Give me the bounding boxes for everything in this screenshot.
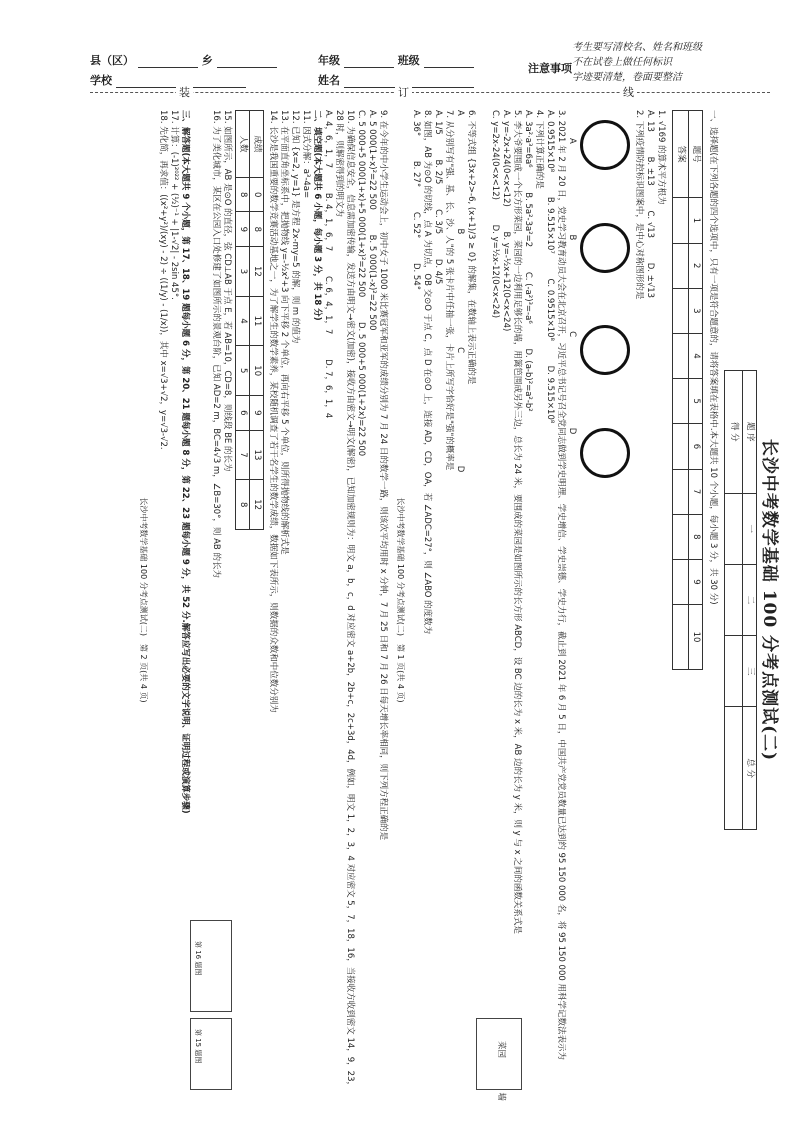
option: A — [567, 138, 577, 144]
data-cell: 3 — [236, 247, 250, 297]
page-one-footer: 长沙中考数学基础 100 分考点测试(二) 第 1 页(共 4 页) — [396, 497, 405, 703]
option: B. 5a²-3a²=2 — [523, 192, 533, 248]
answer-number: 3 — [689, 288, 703, 333]
score-table — [724, 370, 757, 830]
score-head: 二 — [743, 564, 757, 635]
name-text: 姓名 — [318, 74, 340, 87]
wall-label: 墙 — [496, 1092, 506, 1101]
option: B. ±13 — [645, 156, 655, 186]
bind-char: 装 — [176, 84, 193, 100]
notice-line: 字迹要清楚，卷面要整洁 — [572, 72, 682, 83]
option: D. 54° — [411, 262, 421, 290]
figure-16-label: 第 16 题图 — [194, 941, 202, 976]
question-8-options — [410, 110, 421, 1090]
section-one-instructions: 一、选择题(在下列各题的四个选项中，只有一项是符合题意的，请将答案填在表格中.本大题共 10 个小题，每小题 3 分，共 30 分) — [708, 110, 718, 605]
data-cell: 人数 — [236, 111, 250, 178]
grade-text: 年级 — [318, 54, 340, 67]
option: B — [455, 228, 465, 235]
score-head: 三 — [743, 636, 757, 707]
notice-line: 考生要写清校名、姓名和班级 — [572, 42, 702, 53]
option: A. 0.9515×10⁸ — [545, 110, 555, 173]
score-head: 题 序 — [743, 371, 757, 494]
question-4-options — [522, 110, 533, 1090]
section-two-instructions: 二、填空题(本大题共 6 小题，每小题 3 分，共 18 分) — [312, 110, 322, 321]
answer-number: 10 — [689, 605, 703, 670]
score-cell[interactable] — [725, 707, 743, 830]
page-two — [14, 100, 394, 1100]
answer-cell[interactable] — [673, 198, 689, 243]
option: C. 6，4，1，7 — [323, 275, 333, 335]
question-2-options — [566, 110, 577, 1090]
answer-cell[interactable] — [673, 469, 689, 514]
page-two-footer: 长沙中考数学基础 100 分考点测试(二) 第 2 页(共 4 页) — [139, 497, 148, 703]
question-9: 9. 在今年的中小学生运动会上，初中女子 1000 米比赛冠军和亚军的成绩分别为 7 月 24 日的数学一路，则该次平均用时 x 分钟，7 月 25 日和 7 月 26 日每天增长率相同，则下列方程正确的是 — [378, 110, 388, 841]
question-11: 11. 因式分解：a³-4a= — [301, 110, 311, 199]
data-cell: 9 — [236, 212, 250, 247]
data-cell: 8 — [236, 480, 250, 530]
question-10: 10. 为确保信息安全，信息需加密传输，发送方由明文→密文(加密)，接收方由密文→明文(解密)，已知加密规则为：明文 a，b，c，d 对应密文 a+2b，2b+c，2c+3d，4d，例如，明文 1，2，3，4 对应密文 5，7，18，16，当接收方收到密文 14，9，23，28 时，则解密得到的明文为 — [334, 110, 355, 1090]
option: C. y=2x-24(0<x<12) — [490, 110, 500, 200]
question-14: 14. 长沙是我国重要的数学竞赛活动基地之一，为了解学生的数学素养，某校随机调查了若干名学生的数学成绩，数据如下表所示，则数据的众数和中位数分别为 — [268, 110, 278, 713]
data-cell: 6 — [236, 396, 250, 431]
option: B. y=-½x+12(0<x<24) — [501, 231, 511, 332]
option: A — [455, 110, 465, 116]
option: D. (a-b)²=a²-b² — [523, 348, 533, 412]
answer-number: 4 — [689, 333, 703, 378]
question-6: 6. 不等式组 {3x+2>-6, (x+1)/3 ≥ 0} 的解集，在数轴上表示正确的是 — [466, 110, 476, 385]
class-field[interactable] — [424, 67, 474, 68]
county-text: 县（区） — [90, 54, 134, 67]
option: A. 13 — [645, 110, 655, 132]
county-label — [90, 52, 277, 68]
answer-cell[interactable] — [673, 605, 689, 670]
hand-wash-icon — [580, 223, 630, 273]
score-cell[interactable] — [725, 636, 743, 707]
option: C. 0.9515×10⁸ — [545, 278, 555, 341]
option: D — [567, 427, 577, 435]
notice-heading — [528, 60, 572, 76]
circle-figure — [190, 1018, 232, 1090]
class-text: 班级 — [397, 54, 420, 67]
binding-labels — [0, 84, 794, 98]
page-two-content — [14, 100, 394, 1100]
answer-cell[interactable] — [673, 559, 689, 604]
data-cell: 9 — [250, 396, 264, 431]
answer-number: 5 — [689, 379, 703, 424]
data-cell: 8 — [250, 212, 264, 247]
school-text: 学校 — [90, 74, 112, 87]
data-cell: 10 — [250, 346, 264, 396]
option: C — [567, 331, 577, 338]
mask-sign-icon — [580, 120, 630, 170]
question-15: 15. 如图所示，AB 是⊙O 的直径，弦 CD⊥AB 于点 E，若 AB=10，CD=8，则线段 BE 的长为 — [222, 110, 232, 472]
option: C. 3/5 — [433, 209, 443, 235]
data-cell: 11 — [250, 296, 264, 346]
option: A. y=-2x+24(0<x<12) — [501, 110, 511, 207]
data-cell: 5 — [236, 346, 250, 396]
question-2-icons — [580, 110, 630, 1090]
answer-cell[interactable] — [673, 243, 689, 288]
answer-number: 7 — [689, 469, 703, 514]
question-13: 13. 在平面直角坐标系中，把抛物线 y=-½x²+3 向下平移 2 个单位，再向右平移 5 个单位，则所得抛物线的解析式是 — [279, 110, 289, 555]
bind-char: 订 — [395, 84, 412, 100]
answer-cell[interactable] — [673, 333, 689, 378]
question-4: 4. 下列计算正确的是 — [534, 110, 544, 189]
option: D. y=½x-12(0<x<24) — [490, 224, 500, 319]
option: D. ±√13 — [645, 262, 655, 299]
option: A. 36° — [411, 110, 421, 137]
page-title: 长沙中考数学基础 100 分考点测试(二) — [759, 438, 779, 762]
option: B. 5 000(1-x)²=22 500 — [367, 234, 377, 331]
answer-number: 1 — [689, 198, 703, 243]
data-cell: 成绩 — [250, 111, 264, 178]
answer-number: 6 — [689, 424, 703, 469]
answer-cell[interactable] — [673, 288, 689, 333]
option: C. 52° — [411, 211, 421, 239]
town-field[interactable] — [217, 67, 277, 68]
option: A. 1/5 — [433, 110, 443, 135]
question-3-options — [544, 110, 555, 1090]
question-2: 2. 下列疫情防控标识图案中，是中心对称图形的是 — [634, 110, 644, 300]
option: D. 7，6，1，4 — [323, 359, 333, 419]
answer-number: 8 — [689, 514, 703, 559]
grade-label — [318, 52, 474, 68]
answer-cell[interactable] — [673, 379, 689, 424]
grade-field[interactable] — [344, 67, 394, 68]
data-cell: 4 — [236, 296, 250, 346]
option: B — [567, 234, 577, 241]
answer-number: 2 — [689, 243, 703, 288]
answer-number-label: 题号 — [689, 111, 703, 198]
question-9-options — [355, 110, 377, 1090]
question-7-options — [432, 110, 443, 1090]
score-head: 一 — [743, 493, 757, 564]
data-cell: 12 — [250, 247, 264, 297]
data-cell: 7 — [236, 430, 250, 480]
option: D. 9.515×10⁸ — [545, 365, 555, 424]
option: B. 9.515×10⁷ — [545, 196, 555, 254]
option: A. 4，6，1，7 — [323, 110, 333, 169]
option: C. √13 — [645, 210, 655, 239]
question-1-options — [644, 110, 655, 1090]
medical-cross-icon — [580, 325, 630, 375]
notice-label: 注意事项 — [528, 62, 572, 75]
question-5: 5. 李大爷要围成一个长方形菜园，菜园的一边利用足够长的墙，用篱笆围成另外三边，总长为 24 米，要围成的菜园是如图所示的长方形 ABCD，设 BC 边的长为 x 米，AB 边的长为 y 米，则 y 与 x 之间的函数关系式是 — [512, 110, 522, 934]
data-cell: 12 — [250, 480, 264, 530]
option: D — [455, 465, 465, 473]
option: A. 5 000(1+x)²=22 500 — [367, 110, 377, 210]
garden-label: 菜园 — [496, 1041, 506, 1059]
notice-list — [572, 40, 772, 85]
question-10-options — [322, 110, 333, 1090]
bind-char: 线 — [620, 84, 637, 100]
option: C. (-a²)³=-a⁶ — [523, 271, 533, 324]
town-text: 乡 — [201, 54, 213, 67]
score-row-label: 得 分 — [725, 371, 743, 494]
county-field[interactable] — [138, 67, 198, 68]
figure-15-label: 第 15 题图 — [194, 1029, 202, 1064]
option: D. 4/5 — [433, 258, 443, 285]
answer-cell[interactable] — [673, 424, 689, 469]
option: B. 4，1，6，7 — [323, 192, 333, 252]
option: A. 3a²·a³=6a⁶ — [523, 110, 533, 168]
question-7: 7. 从分别写有"强、基、长、沙、人"的 5 张卡片中任抽一张，卡片上所写字恰好是"强"的概率是 — [444, 110, 454, 471]
garden-figure — [476, 1018, 522, 1101]
answer-table — [672, 110, 703, 670]
question-5-options — [489, 110, 511, 1010]
question-18: 18. 先化简，再求值：((x²+y²)/(xy) - 2) ÷ ((1/y) - (1/x))，其中 x=√3+√2，y=√3-√2. — [158, 110, 168, 450]
option: D. 5 000+5 000(1+2x)=22 500 — [356, 321, 366, 457]
question-1: 1. √169 的算术平方根为 — [656, 110, 666, 205]
score-cell[interactable] — [725, 564, 743, 635]
question-6-options — [454, 110, 465, 1090]
option: B. 2/5 — [433, 159, 443, 185]
answer-label: 答案 — [673, 111, 689, 198]
data-cell: 0 — [250, 177, 264, 212]
question-8: 8. 如图，AB 为⊙O 的切线，点 A 为切点，OB 交⊙O 于点 C，点 D 在⊙O 上，连接 AD，CD，OA，若 ∠ADC=27°，则 ∠ABO 的度数为 — [422, 110, 432, 635]
answer-number: 9 — [689, 559, 703, 604]
option: B. 27° — [411, 160, 421, 188]
exclamation-icon — [580, 428, 630, 478]
score-cell[interactable] — [725, 493, 743, 564]
data-cell: 13 — [250, 430, 264, 480]
option: C — [455, 347, 465, 354]
data-table — [235, 110, 264, 530]
question-16: 16. 为了美化城市，某区在公园入口处修建了如图所示的景观台阶，已知 AD=2 m，BC=4√3 m，∠B=30°，则 AB 的长为 — [211, 110, 221, 578]
question-3: 3. 2021 年 2 月 20 日，党史学习教育动员大会在北京召开，习近平总书记号召全党同志做到学史明理、学史增信、学史崇德、学史力行，截止到 2021 年 6 月 5 日，中国共产党党员数量已达到约 95 150 000 名，将 95 150 000 用科学记数法表示为 — [556, 110, 566, 1060]
data-cell: 8 — [236, 177, 250, 212]
question-12: 12. 已知 {x=2, y=1} 是方程 2x-my=5 的解，则 m 的值为 — [290, 110, 300, 344]
score-head: 总 分 — [743, 707, 757, 830]
option: C. 5 000+5 000(1+x)+5 000(1+x)²=22 500 — [356, 110, 366, 298]
page-one-content — [396, 100, 780, 1101]
steps-figure — [190, 920, 232, 1012]
question-17: 17. 计算：(-1)²⁰²² + (½)⁻¹ + |1-√2| - 2sin 45°. — [169, 110, 179, 300]
answer-cell[interactable] — [673, 514, 689, 559]
notice-line: 不在试卷上做任何标识 — [572, 57, 672, 68]
section-three-instructions: 三、解答题(本大题共 9 个小题，第 17、18、19 题每小题 6 分，第 20、21 题每小题 8 分，第 22、23 题每小题 9 分，共 52 分.解答应写出必要的文字说明、证明过程或演算步骤) — [180, 110, 190, 814]
page-one — [396, 100, 780, 1101]
